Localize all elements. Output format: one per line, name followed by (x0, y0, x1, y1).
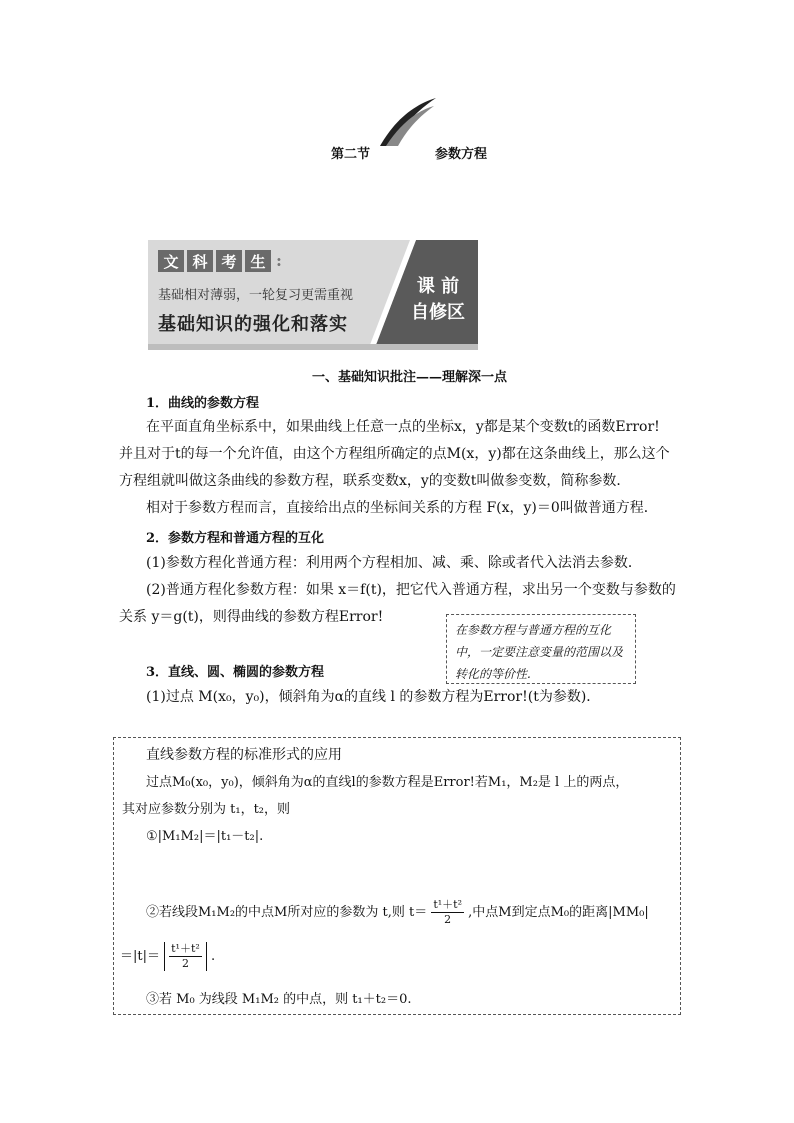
box-line-2: 其对应参数分别为 t₁，t₂，则 (122, 802, 291, 817)
heading-annotation: 一、基础知识批注——理解深一点 (312, 370, 508, 385)
banner-headline: 基础知识的强化和落实 (158, 314, 348, 335)
chip: 文 (158, 250, 184, 272)
s2-title: 2．参数方程和普通方程的互化 (146, 531, 325, 546)
chip: 科 (187, 250, 213, 272)
s3-p1: (1)过点 M(x₀，y₀)，倾斜角为α的直线 l 的参数方程为Error!(t为参数)． (146, 689, 601, 705)
fraction-numerator: t¹＋t² (433, 898, 463, 911)
banner-subtitle: 基础相对薄弱，一轮复习更需重视 (158, 288, 354, 303)
application-box (113, 737, 681, 1015)
box-line-3: ①|M₁M₂|＝|t₁－t₂|. (146, 829, 264, 844)
s1-p2: 并且对于t的每一个允许值，由这个方程组所确定的点M(x，y)都在这条曲线上，那么这个 (119, 446, 670, 462)
side-line-1: 课 前 (416, 276, 460, 297)
box-line-4b: ,中点M到定点M₀的距离|MM₀| (468, 905, 649, 920)
banner-side-label (406, 274, 470, 326)
box-line-4 (146, 898, 649, 927)
chip: 生 (245, 250, 271, 272)
chip: 考 (216, 250, 242, 272)
study-banner (148, 240, 478, 350)
s1-title: 1．曲线的参数方程 (146, 396, 260, 411)
banner-bottom-bar (148, 344, 478, 350)
box-line-4a: ②若线段M₁M₂的中点M所对应的参数为 t,则 t＝ (146, 905, 428, 920)
s1-p3: 方程组就叫做这条曲线的参数方程，联系变数x，y的变数t叫做参变数，简称参数． (119, 473, 631, 489)
header-swoosh-icon (378, 96, 438, 148)
fraction-denominator: 2 (444, 913, 452, 926)
box-line-6: ③若 M₀ 为线段 M₁M₂ 的中点，则 t₁＋t₂＝0. (146, 992, 412, 1007)
margin-note: 在参数方程与普通方程的互化中，一定要注意变量的范围以及转化的等价性. (446, 614, 636, 684)
section-number: 第二节 (331, 147, 371, 162)
s1-p1: 在平面直角坐标系中，如果曲线上任意一点的坐标x，y都是某个变数t的函数Error! (146, 419, 660, 435)
s1-p4: 相对于参数方程而言，直接给出点的坐标间关系的方程 F(x，y)＝0叫做普通方程． (146, 500, 658, 516)
midpoint-fraction (431, 898, 464, 927)
fraction-denominator: 2 (181, 957, 189, 970)
abs-fraction (164, 942, 207, 971)
s3-title: 3．直线、圆、椭圆的参数方程 (146, 665, 325, 680)
box-line-5a: ＝|t|＝ (120, 949, 160, 964)
s2-p1: (1)参数方程化普通方程：利用两个方程相加、减、乘、除或者代入法消去参数． (146, 555, 642, 571)
box-line-5 (120, 942, 215, 971)
fraction-numerator: t¹＋t² (171, 942, 200, 955)
box-line-5b: . (210, 949, 216, 964)
banner-chips (158, 250, 282, 272)
box-title: 直线参数方程的标准形式的应用 (146, 747, 342, 763)
s2-p2: (2)普通方程化参数方程：如果 x＝f(t)，把它代入普通方程，求出另一个变数与参数的 (146, 582, 676, 598)
chip-colon: : (276, 251, 282, 270)
s2-p3: 关系 y＝g(t)，则得曲线的参数方程Error! (119, 609, 384, 625)
box-line-1: 过点M₀(x₀，y₀)，倾斜角为α的直线l的参数方程是Error!若M₁，M₂是 l 上的两点， (146, 775, 629, 790)
side-line-2: 自修区 (411, 302, 465, 323)
section-topic: 参数方程 (435, 147, 488, 162)
